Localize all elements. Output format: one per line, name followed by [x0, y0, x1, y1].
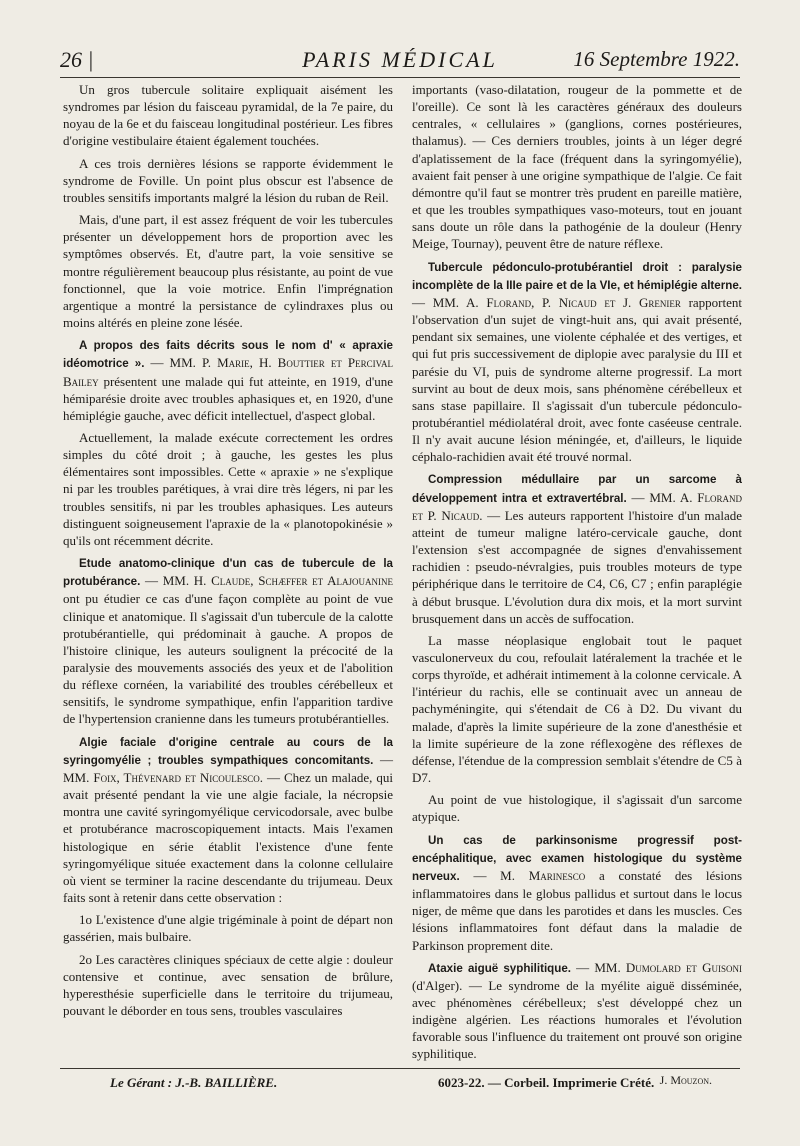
abstract-authors: — M. Marinesco — [473, 867, 586, 883]
abstract-entry — [63, 336, 393, 424]
abstract-authors: — MM. P. Marie, H. Bouttier et Percival Bailey — [63, 355, 393, 389]
paragraph: Au point de vue histologique, il s'agissait d'un sarcome atypique. — [412, 792, 742, 825]
abstract-body: ont pu étudier ce cas d'une façon complète au point de vue clinique et anatomique. Il s'agissait d'un tubercule de la calotte protubérantielle, qui prédominait à gauche. A propos de l'histoire clinique, les auteurs soulignent la précocité de la paralysie des mouvements associés des yeux et de l'abolition du réflexe cornéen, la variabilité des troubles cérébelleux et sensitifs, le syndrome sympathique, enfin l'apparition tardive de l'hypertension cranienne dans les tumeurs protubérantielles. — [63, 591, 393, 727]
abstract-title: Un cas de parkinsonisme progressif post-encéphalitique, avec examen histologique du système nerveux. — [412, 833, 742, 883]
left-column — [63, 81, 393, 1024]
abstract-entry — [412, 470, 742, 626]
abstract-authors: — MM. Foix, Thévenard et Nicoulesco. — [63, 751, 394, 785]
printer-line: 6023-22. — Corbeil. Imprimerie Crété. — [438, 1075, 655, 1090]
abstract-body: — Les auteurs rapportent l'histoire d'un malade atteint de tumeur maligne latéro-cervicale gauche, dont l'extension s'est accompagnée de signes d'envahissement rachidien : pseudo-névralgies, puis troubles moteurs de type périphérique dans le territoire de C4, C6, C7 ; enfin paraplégie à début brusque. L'évolution dura dix mois, et la mort survint brusquement dans un accès de suffocation. — [412, 507, 742, 626]
abstract-authors: — MM. A. Florand, P. Nicaud et J. Grenier — [412, 294, 681, 310]
paragraph: importants (vaso-dilatation, rougeur de la pommette et de l'oreille). Ce sont là les caractères généraux des douleurs centrales, « cellulaires » (ganglions, cornes postérieures, thalamus). — Ces derniers troubles, joints à un léger degré d'aplatissement de la face (fréquent dans la syringomyélie), avaient fait penser à une origine sympathique de l'algie. Ce fait démontre qu'il faut se montrer très prudent en pareille matière, et que les troubles sympathiques vaso-moteurs, tout en jouant sans doute un rôle dans la pathogénie de la douleur (Henry Meige, Tournay), peuvent être de nature réflexe. — [412, 82, 742, 252]
paragraph: Actuellement, la malade exécute correctement les ordres simples du côté droit ; à gauche, les gestes les plus élémentaires sont impossibles. Cette « apraxie » ne s'explique ni par les troubles parétiques, à vrai dire très légers, ni par les troubles sensitifs, ni par les troubles aphasiques. Les auteurs distinguent soigneusement l'apraxie de la « planotopokinésie » qu'ils ont récemment décrite. — [63, 429, 393, 548]
paragraph: A ces trois dernières lésions se rapporte évidemment le syndrome de Foville. Un point plus obscur est l'absence de troubles sensitifs importants malgré la lésion du ruban de Reil. — [63, 155, 393, 205]
paragraph: Un gros tubercule solitaire expliquait aisément les syndromes par lésion du faisceau pyramidal, de la 7e paire, du noyau de la 6e et du faisceau longitudinal postérieur. Les fibres d'origine vestibulaire étaient également touchées. — [63, 82, 393, 149]
abstract-entry — [412, 831, 742, 954]
abstract-title: Compression médullaire par un sarcome à développement intra et extravertébral. — [412, 473, 742, 505]
abstract-entry — [63, 554, 393, 728]
paragraph: Mais, d'une part, il est assez fréquent de voir les tubercules présenter un développement hors de proportion avec les symptômes observés. Et, d'autre part, la voie sensitive se montre régulièrement beaucoup plus résistante, au point de vue fonctionnel, que la voie motrice. Enfin l'imprégnation argentique a montré la persistance de cylindraxes plus ou moins altérés en pleine zone lésée. — [63, 212, 393, 331]
abstract-body: — Chez un malade, qui avait présenté pendant la vie une algie faciale, la nécropsie montra une cavité syringomyélique cervicodorsale, avec bulbe et protubérance macroscopiquement intacts. Mais l'examen histologique en série établit l'existence d'une fente syringomyélique située exactement dans la colonne cellulaire où vient se terminer la racine descendante du trijumeau. Deux faits sont à retenir dans cette observation : — [63, 769, 394, 906]
abstract-body: (d'Alger). — Le syndrome de la myélite aiguë disséminée, avec phénomènes cérébelleux; s'est développé chez un indigène algérien. Les réactions humorales et l'évolution favorable sous l'influence du traitement ont prouvé son origine syphilitique. — [412, 977, 742, 1062]
paragraph: La masse néoplasique englobait tout le paquet vasculonerveux du cou, refoulait latéralement la trachée et le corps thyroïde, et adhérait intimement à la colonne cervicale. A l'intérieur du rachis, elle se continuait avec un anneau de pachyméningite, qui s'étendait de C6 à D2. Du vivant du malade, d'après la limite supérieure de la zone d'anesthésie et la limite supérieure de la zone réflexogène des réflexes de défense, l'étendue de la compression semblait s'étendre de C5 à D7. — [412, 632, 742, 786]
abstract-authors: — MM. Dumolard et Guisoni — [576, 959, 742, 975]
abstract-authors: — MM. H. Claude, Schæffer et Alajouanine — [145, 573, 394, 589]
abstract-title: Algie faciale d'origine centrale au cours de la syringomyélie ; troubles sympathiques concomitants. — [63, 735, 393, 767]
abstract-body: a constaté des lésions inflammatoires dans le globus pallidus et surtout dans le locus niger, de même que dans les parotides et dans les muscles. Ces lésions inflammatoires font défaut dans la maladie de Parkinson proprement dite. — [412, 867, 743, 953]
author-signature: J. Mouzon. — [659, 1072, 712, 1087]
paragraph: 1o L'existence d'une algie trigéminale à point de départ non gassérien, mais bulbaire. — [63, 912, 393, 945]
running-header — [60, 47, 740, 77]
abstract-title: Tubercule pédonculo-protubérantiel droit : paralysie incomplète de la IIIe paire et de la VIe, et hémiplégie alterne. — [412, 260, 742, 292]
abstract-entry — [63, 733, 393, 907]
gerant-line: Le Gérant : J.-B. BAILLIÈRE. — [110, 1075, 278, 1090]
abstract-title: Ataxie aiguë syphilitique. — [428, 961, 571, 975]
abstract-entry — [412, 258, 742, 466]
page-number: 26 | — [60, 47, 94, 72]
abstract-body: rapportent l'observation d'un sujet de vingt-huit ans, qui avait présenté, pendant six semaines, une violente céphalée et des vertiges, et qui fut pris successivement de diplopie avec paralysie du III et parésie du VI, puis de syndrome alterne progressif. La mort survint au bout de deux mois, sans phénomène cérébelleux et sans stase papillaire. Il s'agissait d'un tubercule pédonculo-protubérantiel médiolatéral droit, avec fonte caséeuse centrale. Il n'y avait aucune lésion méningée, et, d'ailleurs, le liquide céphalo-rachidien avait été trouvé normal. — [412, 294, 742, 465]
abstract-body: présentent une malade qui fut atteinte, en 1919, d'une hémiparésie droite avec troubles aphasiques et, en 1920, d'une hémiplégie gauche, avec déficit intellectuel, d'aspect global. — [63, 373, 394, 423]
abstract-entry — [412, 959, 742, 1063]
journal-title: PARIS MÉDICAL — [302, 47, 498, 72]
abstract-title: Etude anatomo-clinique d'un cas de tubercule de la protubérance. — [63, 557, 393, 589]
abstract-title: A propos des faits décrits sous le nom d' « apraxie idéomotrice ». — [63, 339, 393, 371]
paragraph: 2o Les caractères cliniques spéciaux de cette algie : douleur contensive et continue, avec sensation de brûlure, hyperesthésie superficielle dans le territoire du trijumeau, pouvant le déborder en tous sens, troubles vasculaires — [63, 951, 393, 1018]
footer-rule — [60, 1068, 740, 1069]
issue-date: 16 Septembre 1922. — [573, 47, 740, 71]
abstract-authors: — MM. A. Florand et P. Nicaud. — [412, 489, 742, 523]
right-column — [412, 81, 742, 1089]
header-rule — [60, 77, 740, 78]
